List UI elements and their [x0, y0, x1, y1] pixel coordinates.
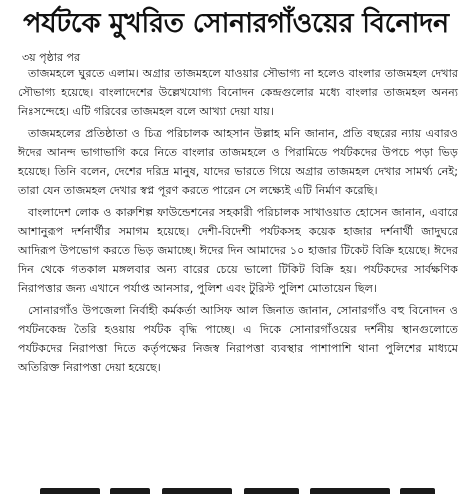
article-headline: পর্যটকে মুখরিত সোনারগাঁওয়ের বিনোদন	[23, 8, 449, 39]
article-paragraph-3: বাংলাদেশ লোক ও কারুশিল্প ফাউন্ডেশনের সহকারী পরিচালক সাখাওয়াত হোসেন জানান, এবারে আশানুরূপ দর্শনার্থীর সমাগম হয়েছে। দেশী-বিদেশী পর্যটকসহ কয়েক হাজার দর্শনার্থী জাদুঘরে আদিরূপ উপভোগ করতে ভিড় জমাচ্ছে। ঈদের দিন আমাদের ১০ হাজার টিকেট বিক্রি হয়েছে। ঈদের দিন থেকে গতকাল মঙ্গলবার অন্য বারের চেয়ে ভালো টিকিট বিক্রি হয়। পর্যটকদের সার্বক্ষণিক নিরাপত্তার জন্য এখানে পর্যাপ্ত আনসার, পুলিশ এবং টুরিস্ট পুলিশ মোতায়েন ছিল।	[18, 206, 458, 295]
article-paragraph-4: সোনারগাঁও উপজেলা নির্বাহী কর্মকর্তা আসিফ আল জিনাত জানান, সোনারগাঁও বহু বিনোদন ও পর্যটনকেন্দ্র তৈরি হওয়ায় পর্যটক বৃদ্ধি পাচ্ছে। এ দিকে সোনারগাঁওয়ের দর্শনীয় স্থানগুলোতে পর্যটকদের নিরাপত্তা দিতে কর্তৃপক্ষের নিজস্ব নিরাপত্তা ব্যবস্থার পাশাপাশি থানা পুলিশের মাধ্যমে অতিরিক্ত নিরাপত্তা দেয়া হয়েছে।	[18, 304, 458, 374]
continuation-note: ৩য় পৃষ্ঠার পর	[22, 51, 81, 64]
article-body	[18, 64, 458, 380]
article-paragraph-2: তাজমহলের প্রতিষ্ঠাতা ও চিত্র পরিচালক আহসান উল্লাহ মনি জানান, প্রতি বছরের ন্যায় এবারও ঈদের আনন্দ ভাগাভাগি করে নিতে বাংলার তাজমহলে ও পিরামিডে পর্যটকদের উপচে পড়া ভিড় হয়েছে। তিনি বলেন, দেশের দরিদ্র মানুষ, যাদের ভারতে গিয়ে অগ্রার তাজমহল দেখার সামর্থ্য নেই; তারা যেন তাজমহল দেখার স্বপ্ন পূরণ করতে পারেন সে লক্ষ্যেই এটি নির্মাণ করেছি।	[18, 127, 458, 197]
cropped-next-headline-fragment	[0, 487, 472, 494]
article-paragraph-1: তাজমহলে ঘুরতে এলাম। অগ্রার তাজমহলে যাওয়ার সৌভাগ্য না হলেও বাংলার তাজমহল দেখার সৌভাগ্য হয়েছে। বাংলাদেশের উল্লেখযোগ্য বিনোদন কেন্দ্রগুলোর মধ্যে বাংলার তাজমহল অনন্য নিঃসন্দেহে। এটি গরিবের তাজমহল বলে আখ্যা দেয়া যায়।	[18, 67, 458, 118]
